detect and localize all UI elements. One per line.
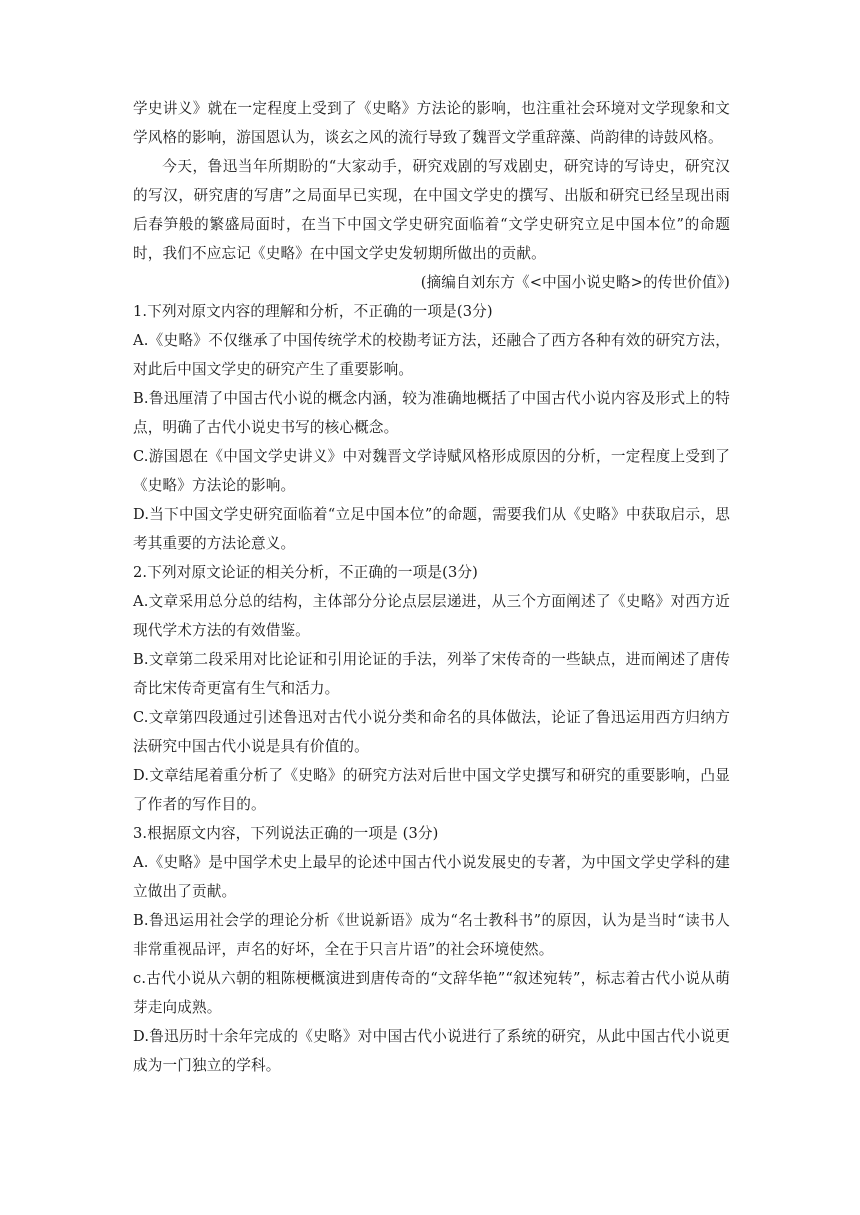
option-b: B.鲁迅运用社会学的理论分析《世说新语》成为“名士教科书”的原因，认为是当时“读书人非常重视品评，声名的好坏，全在于只言片语”的社会环境使然。 [133, 912, 730, 958]
option-d: D.文章结尾着重分析了《史略》的研究方法对后世中国文学史撰写和研究的重要影响，凸显了作者的写作目的。 [133, 767, 730, 813]
question-stem: 3.根据原文内容，下列说法正确的一项是 (3分) [133, 825, 439, 842]
question-3 [133, 819, 730, 1080]
option-b: B.鲁迅厘清了中国古代小说的概念内涵，较为准确地概括了中国古代小说内容及形式上的特点，明确了古代小说史书写的核心概念。 [133, 390, 730, 436]
passage-paragraph-1: 学史讲义》就在一定程度上受到了《史略》方法论的影响，也注重社会环境对文学现象和文学风格的影响，游国恩认为，谈玄之风的流行导致了魏晋文学重辞藻、尚韵律的诗鼓风格。 [133, 100, 730, 146]
passage-paragraph-2: 今天，鲁迅当年所期盼的“大家动手，研究戏剧的写戏剧史，研究诗的写诗史，研究汉的写汉，研究唐的写唐”之局面早已实现，在中国文学史的撰写、出版和研究已经呈现出雨后春笋般的繁盛局面时，在当下中国文学史研究面临着“文学史研究立足中国本位”的命题时，我们不应忘记《史略》在中国文学史发轫期所做出的贡献。 [133, 158, 730, 262]
question-2 [133, 558, 730, 819]
option-c: C.文章第四段通过引述鲁迅对古代小说分类和命名的具体做法，论证了鲁迅运用西方归纳方法研究中国古代小说是具有价值的。 [133, 709, 730, 755]
passage-source: (摘编自刘东方《<中国小说史略>的传世价值》) [420, 274, 730, 291]
document-page [133, 94, 730, 1080]
question-1 [133, 297, 730, 558]
option-a: A.《史略》是中国学术史上最早的论述中国古代小说发展史的专著，为中国文学史学科的建立做出了贡献。 [133, 854, 730, 900]
option-c: c.古代小说从六朝的粗陈梗概演进到唐传奇的“文辞华艳”“叙述宛转”，标志着古代小说从萌芽走向成熟。 [133, 970, 730, 1016]
option-d: D.鲁迅历时十余年完成的《史略》对中国古代小说进行了系统的研究，从此中国古代小说更成为一门独立的学科。 [133, 1028, 730, 1074]
option-d: D.当下中国文学史研究面临着“立足中国本位”的命题，需要我们从《史略》中获取启示，思考其重要的方法论意义。 [133, 506, 730, 552]
question-stem: 2.下列对原文论证的相关分析，不正确的一项是(3分) [133, 564, 478, 581]
option-a: A.文章采用总分总的结构，主体部分分论点层层递进，从三个方面阐述了《史略》对西方近现代学术方法的有效借鉴。 [133, 593, 730, 639]
question-stem: 1.下列对原文内容的理解和分析，不正确的一项是(3分) [133, 303, 493, 320]
option-a: A.《史略》不仅继承了中国传统学术的校勘考证方法，还融合了西方各种有效的研究方法，对此后中国文学史的研究产生了重要影响。 [133, 332, 730, 378]
option-b: B.文章第二段采用对比论证和引用论证的手法，列举了宋传奇的一些缺点，进而阐述了唐传奇比宋传奇更富有生气和活力。 [133, 651, 730, 697]
option-c: C.游国恩在《中国文学史讲义》中对魏晋文学诗赋风格形成原因的分析，一定程度上受到了《史略》方法论的影响。 [133, 448, 730, 494]
